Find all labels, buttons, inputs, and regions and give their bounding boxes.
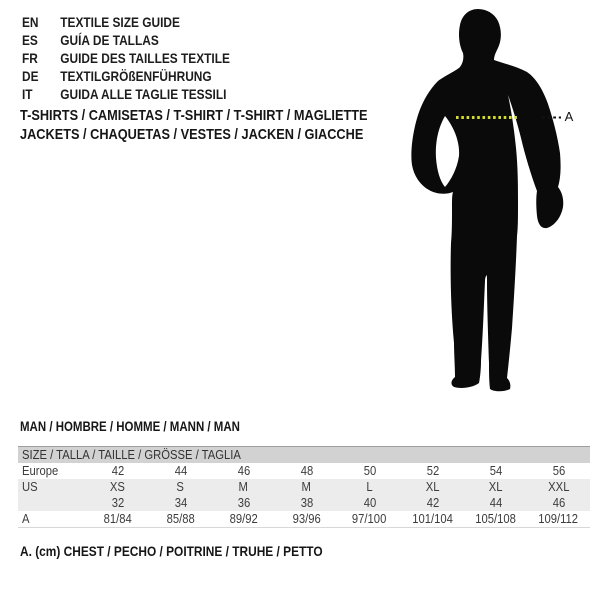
- size-cell: 50: [363, 464, 376, 478]
- size-cell: 97/100: [352, 512, 387, 526]
- table-row-us: [18, 479, 590, 495]
- size-cell: 32: [111, 496, 124, 510]
- size-cell: XS: [109, 480, 126, 494]
- size-cell: 46: [552, 496, 565, 510]
- man-silhouette-body: [411, 9, 563, 391]
- size-cell: 48: [300, 464, 313, 478]
- man-silhouette-svg: [390, 3, 600, 395]
- language-code: FR: [22, 50, 38, 66]
- product-type-heading: [20, 106, 368, 144]
- gender-caption: MAN / HOMBRE / HOMME / MANN / MAN: [20, 419, 240, 434]
- size-cell: 85/88: [166, 512, 195, 526]
- size-cell: 101/104: [412, 512, 453, 526]
- size-cell: M: [301, 480, 312, 494]
- size-cell: M: [238, 480, 249, 494]
- table-row-europe: [18, 463, 590, 479]
- size-cell: 81/84: [103, 512, 132, 526]
- size-cell: L: [366, 480, 373, 494]
- size-cell: 105/108: [475, 512, 516, 526]
- guide-title: GUÍA DE TALLAS: [60, 32, 159, 48]
- language-code: DE: [22, 68, 39, 84]
- language-code: EN: [22, 14, 39, 30]
- row-label: US: [22, 480, 38, 494]
- size-cell: 36: [237, 496, 250, 510]
- size-cell: 54: [489, 464, 502, 478]
- size-cell: XXL: [547, 480, 570, 494]
- size-cell: 109/112: [538, 512, 579, 526]
- size-cell: 93/96: [292, 512, 321, 526]
- size-cell: 44: [174, 464, 187, 478]
- size-cell: 56: [552, 464, 565, 478]
- product-type-line-jackets: JACKETS / CHAQUETAS / VESTES / JACKEN / GIACCHE: [20, 126, 364, 143]
- guide-title: TEXTILE SIZE GUIDE: [60, 14, 180, 30]
- product-type-line-tshirts: T-SHIRTS / CAMISETAS / T-SHIRT / T-SHIRT / MAGLIETTE: [20, 107, 368, 124]
- man-silhouette-figure: [390, 3, 600, 395]
- size-cell: 42: [426, 496, 439, 510]
- guide-title: GUIDA ALLE TAGLIE TESSILI: [60, 86, 227, 102]
- size-table-header-row: [18, 447, 590, 463]
- size-table: [18, 446, 590, 528]
- size-cell: 44: [489, 496, 502, 510]
- size-cell: 46: [237, 464, 250, 478]
- size-cell: 34: [174, 496, 187, 510]
- table-row-numeric: [18, 495, 590, 511]
- row-label: A: [22, 512, 30, 526]
- guide-title: GUIDE DES TAILLES TEXTILE: [60, 50, 230, 66]
- language-code: IT: [22, 86, 33, 102]
- size-cell: 52: [426, 464, 439, 478]
- size-cell: 42: [111, 464, 124, 478]
- measurement-footnote: A. (cm) CHEST / PECHO / POITRINE / TRUHE / PETTO: [20, 543, 323, 559]
- size-table-header-label: SIZE / TALLA / TAILLE / GRÖSSE / TAGLIA: [22, 448, 241, 462]
- size-cell: 89/92: [229, 512, 258, 526]
- row-label: Europe: [22, 464, 59, 478]
- measurement-a-label: A: [564, 109, 574, 124]
- table-row-chest-a: [18, 511, 590, 527]
- size-cell: 38: [300, 496, 313, 510]
- size-cell: S: [176, 480, 185, 494]
- size-cell: XL: [425, 480, 440, 494]
- size-cell: 40: [363, 496, 376, 510]
- language-code: ES: [22, 32, 38, 48]
- size-cell: XL: [488, 480, 503, 494]
- guide-title: TEXTILGRÖßENFÜHRUNG: [60, 68, 212, 84]
